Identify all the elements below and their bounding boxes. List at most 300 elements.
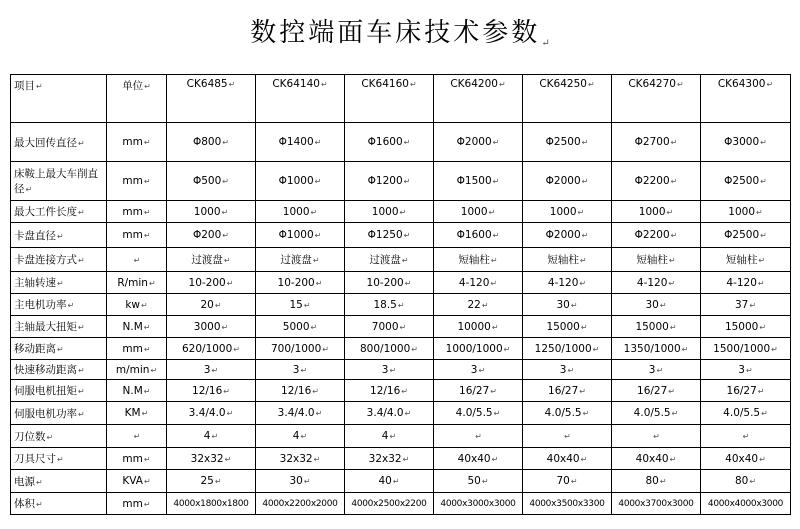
row-label: 主轴最大扭矩 — [14, 321, 77, 333]
paragraph-mark: ↵ — [488, 207, 496, 217]
paragraph-mark: ↵ — [490, 278, 498, 288]
row-unit: kw — [125, 298, 140, 311]
value-cell — [167, 201, 256, 223]
header-model-cell — [256, 75, 345, 123]
paragraph-mark: ↵ — [749, 477, 757, 486]
table-row — [11, 272, 791, 294]
cell-value: 3.4/4.0 — [277, 407, 315, 419]
paragraph-mark: ↵ — [314, 177, 322, 186]
cell-value: 1250/1000 — [534, 342, 592, 355]
value-cell — [434, 201, 523, 223]
table-row — [11, 380, 791, 402]
cell-value: 80 — [645, 475, 659, 487]
cell-value: 18.5 — [373, 298, 397, 311]
cell-value: Φ200 — [192, 229, 222, 241]
value-cell — [523, 470, 612, 493]
paragraph-mark: ↵ — [411, 344, 418, 354]
cell-value: Φ1400 — [278, 136, 314, 148]
row-label-cell — [11, 248, 107, 272]
paragraph-mark: ↵ — [399, 207, 407, 217]
cell-value: Φ2000 — [456, 136, 492, 148]
spec-table — [10, 74, 791, 515]
paragraph-mark: ↵ — [133, 255, 141, 265]
table-row — [11, 425, 791, 448]
row-label-cell — [11, 448, 107, 470]
table-row — [11, 248, 791, 272]
row-label-cell — [11, 201, 107, 223]
paragraph-mark: ↵ — [399, 322, 407, 332]
cell-value: Φ2700 — [634, 136, 670, 148]
paragraph-mark: ↵ — [222, 177, 229, 186]
value-cell — [612, 316, 701, 338]
paragraph-mark: ↵ — [140, 300, 148, 310]
cell-value: 4000x3500x3300 — [529, 498, 605, 509]
cell-value: 3.4/4.0 — [366, 407, 404, 419]
table-row — [11, 294, 791, 316]
cell-value: 1000 — [549, 205, 577, 218]
row-unit-cell — [107, 380, 167, 402]
value-cell — [256, 425, 345, 448]
table-header-row — [11, 75, 791, 123]
paragraph-mark: ↵ — [310, 322, 318, 332]
row-label: 床鞍上最大车削直径 — [14, 168, 98, 195]
cell-value: Φ1250 — [367, 229, 403, 241]
table-row — [11, 448, 791, 470]
value-cell — [345, 248, 434, 272]
value-cell — [523, 338, 612, 360]
value-cell — [612, 402, 701, 425]
value-cell — [701, 272, 791, 294]
header-model-cell — [612, 75, 701, 123]
cell-value: 4-120 — [726, 276, 757, 289]
paragraph-mark: ↵ — [222, 231, 229, 240]
row-label-cell — [11, 380, 107, 402]
paragraph-mark: ↵ — [143, 138, 151, 147]
row-label: 最大工件长度 — [14, 206, 77, 218]
paragraph-mark: ↵ — [493, 409, 501, 418]
paragraph-mark: ↵ — [221, 207, 229, 217]
cell-value: 40x40 — [635, 452, 669, 465]
cell-value: 4 — [381, 430, 389, 442]
cell-value: 3 — [470, 363, 478, 376]
paragraph-mark: ↵ — [143, 177, 151, 186]
cell-value: 16/27 — [459, 384, 490, 397]
cell-value: 40x40 — [725, 452, 759, 465]
row-unit: N.M — [122, 320, 143, 333]
row-label: 刀具尺寸 — [14, 453, 56, 465]
row-unit-cell — [107, 248, 167, 272]
cell-value: Φ1500 — [456, 175, 492, 187]
cell-value: 3000 — [193, 320, 221, 333]
value-cell — [345, 272, 434, 294]
paragraph-mark: ↵ — [582, 409, 590, 418]
paragraph-mark: ↵ — [481, 477, 489, 486]
value-cell — [701, 402, 791, 425]
cell-value: 16/27 — [726, 384, 757, 397]
value-cell — [345, 294, 434, 316]
value-cell — [167, 380, 256, 402]
cell-value: 过渡盘 — [280, 254, 312, 266]
cell-value: Φ1600 — [367, 136, 403, 148]
paragraph-mark: ↵ — [503, 344, 511, 354]
row-unit-cell — [107, 360, 167, 380]
paragraph-mark: ↵ — [57, 279, 64, 288]
cell-value: 4 — [292, 430, 300, 442]
row-unit: mm — [122, 342, 143, 355]
value-cell — [167, 402, 256, 425]
value-cell — [434, 360, 523, 380]
value-cell — [167, 338, 256, 360]
row-label-cell — [11, 123, 107, 162]
model-name: CK6485 — [186, 78, 228, 90]
value-cell — [167, 162, 256, 201]
paragraph-mark: ↵ — [314, 231, 322, 240]
paragraph-mark: ↵ — [223, 256, 231, 265]
value-cell — [701, 338, 791, 360]
row-label-cell — [11, 162, 107, 201]
paragraph-mark: ↵ — [143, 231, 151, 240]
value-cell — [523, 380, 612, 402]
row-label: 伺服电机扭矩 — [14, 385, 77, 397]
cell-value: 30 — [289, 475, 303, 487]
cell-value: 12/16 — [192, 384, 223, 397]
value-cell — [523, 493, 612, 515]
paragraph-mark: ↵ — [759, 454, 766, 464]
value-cell — [167, 448, 256, 470]
paragraph-mark: ↵ — [322, 344, 329, 354]
value-cell — [701, 493, 791, 515]
cell-value: 10-200 — [366, 276, 404, 289]
cell-value: Φ2500 — [545, 136, 581, 148]
cell-value: 短轴柱 — [547, 254, 579, 266]
value-cell — [434, 470, 523, 493]
paragraph-mark: ↵ — [671, 409, 679, 418]
paragraph-mark: ↵ — [78, 387, 85, 396]
value-cell — [612, 294, 701, 316]
value-cell — [701, 360, 791, 380]
paragraph-mark: ↵ — [211, 432, 219, 441]
paragraph-mark: ↵ — [402, 454, 410, 464]
value-cell — [167, 294, 256, 316]
row-unit-cell — [107, 448, 167, 470]
paragraph-mark: ↵ — [223, 386, 230, 396]
value-cell — [345, 162, 434, 201]
value-cell — [612, 380, 701, 402]
value-cell — [256, 248, 345, 272]
title-text: 数控端面车床技术参数 — [250, 18, 541, 48]
table-row — [11, 201, 791, 223]
cell-value: 1000/1000 — [445, 342, 503, 355]
row-unit-cell — [107, 493, 167, 515]
paragraph-mark: ↵ — [656, 365, 664, 375]
paragraph-mark: ↵ — [389, 432, 397, 441]
row-label-cell — [11, 425, 107, 448]
paragraph-mark: ↵ — [498, 80, 506, 89]
paragraph-mark: ↵ — [312, 256, 320, 265]
cell-value: 32x32 — [279, 452, 313, 465]
paragraph-mark: ↵ — [57, 345, 64, 354]
row-unit: KM — [124, 407, 141, 419]
paragraph-mark: ↵ — [143, 386, 151, 396]
value-cell — [701, 123, 791, 162]
value-cell — [256, 123, 345, 162]
paragraph-mark: ↵ — [78, 138, 85, 148]
paragraph-mark: ↵ — [570, 300, 578, 310]
paragraph-mark: ↵ — [579, 256, 587, 265]
cell-value: 3 — [559, 363, 567, 376]
row-label: 体积 — [14, 498, 35, 510]
value-cell — [523, 360, 612, 380]
value-cell — [701, 425, 791, 448]
row-label-cell — [11, 223, 107, 248]
paragraph-mark: ↵ — [150, 365, 158, 375]
cell-value: 4000x4000x3000 — [707, 498, 784, 509]
value-cell — [434, 448, 523, 470]
paragraph-mark: ↵ — [681, 344, 689, 354]
cell-value: 15000 — [546, 320, 580, 333]
value-cell — [434, 272, 523, 294]
cell-value: 4000x2200x2000 — [262, 498, 338, 509]
cell-value: 16/27 — [637, 384, 668, 397]
cell-value: 32x32 — [368, 452, 402, 465]
paragraph-mark: ↵ — [758, 256, 766, 265]
paragraph-mark: ↵ — [403, 231, 411, 240]
paragraph-mark: ↵ — [401, 386, 408, 396]
value-cell — [167, 223, 256, 248]
paragraph-mark: ↵ — [766, 80, 774, 89]
paragraph-mark: ↵ — [490, 386, 497, 396]
table-row — [11, 316, 791, 338]
value-cell — [345, 493, 434, 515]
paragraph-mark: ↵ — [760, 138, 767, 147]
header-unit-label: 单位 — [122, 80, 144, 92]
value-cell — [434, 162, 523, 201]
paragraph-mark: ↵ — [228, 80, 236, 89]
cell-value: 10-200 — [188, 276, 226, 289]
paragraph-mark: ↵ — [389, 365, 397, 375]
cell-value: 3 — [292, 363, 300, 376]
cell-value: 1000 — [193, 205, 221, 218]
cell-value: 22 — [467, 298, 481, 311]
row-label: 伺服电机功率 — [14, 407, 77, 420]
paragraph-mark: ↵ — [668, 386, 675, 396]
row-unit-cell — [107, 470, 167, 493]
cell-value: 4.0/5.5 — [544, 407, 582, 419]
cell-value: 1000 — [638, 205, 666, 218]
row-label: 卡盘直径 — [14, 229, 56, 242]
row-label-cell — [11, 338, 107, 360]
row-label: 快速移动距离 — [14, 364, 77, 376]
paragraph-mark: ↵ — [403, 177, 411, 186]
paragraph-mark: ↵ — [57, 455, 64, 464]
row-label-cell — [11, 470, 107, 493]
value-cell — [523, 123, 612, 162]
paragraph-mark: ↵ — [314, 138, 322, 147]
paragraph-mark: ↵ — [492, 177, 500, 186]
paragraph-mark: ↵ — [315, 409, 323, 418]
paragraph-mark: ↵ — [78, 409, 85, 419]
row-unit: mm — [122, 452, 143, 465]
cell-value: Φ1000 — [278, 175, 314, 187]
cell-value: Φ2200 — [634, 175, 670, 187]
header-model-cell — [434, 75, 523, 123]
cell-value: Φ1000 — [278, 229, 314, 241]
model-name: CK64200 — [450, 78, 498, 90]
paragraph-mark: ↵ — [25, 185, 33, 194]
paragraph-mark: ↵ — [67, 301, 75, 310]
value-cell — [434, 493, 523, 515]
value-cell — [612, 248, 701, 272]
value-cell — [434, 402, 523, 425]
row-unit-cell — [107, 338, 167, 360]
cell-value: Φ1600 — [456, 229, 492, 241]
cell-value: 7000 — [371, 320, 399, 333]
row-unit: mm — [122, 205, 143, 218]
value-cell — [345, 402, 434, 425]
value-cell — [523, 316, 612, 338]
cell-value: 16/27 — [548, 384, 579, 397]
paragraph-mark: ↵ — [312, 386, 319, 396]
value-cell — [612, 223, 701, 248]
value-cell — [434, 223, 523, 248]
header-model-cell — [523, 75, 612, 123]
paragraph-mark: ↵ — [303, 477, 311, 486]
paragraph-mark: ↵ — [757, 278, 765, 288]
paragraph-mark: ↵ — [57, 231, 64, 241]
cell-value: 1000 — [728, 205, 756, 218]
cell-value: 3.4/4.0 — [188, 407, 226, 419]
cell-value: 1000 — [282, 205, 310, 218]
paragraph-mark: ↵ — [492, 138, 500, 147]
value-cell — [612, 123, 701, 162]
paragraph-mark: ↵ — [491, 454, 499, 464]
row-unit: mm — [122, 497, 143, 510]
value-cell — [256, 470, 345, 493]
cell-value: 15000 — [724, 320, 759, 333]
paragraph-mark: ↵ — [587, 80, 595, 89]
paragraph-mark: ↵ — [579, 386, 586, 396]
row-label-cell — [11, 493, 107, 515]
row-unit: mm — [122, 136, 143, 148]
row-unit: R/min — [117, 276, 148, 289]
cell-value: 37 — [734, 298, 749, 311]
cell-value: 50 — [467, 475, 481, 487]
paragraph-mark: ↵ — [669, 454, 677, 464]
cell-value: 70 — [556, 475, 570, 487]
row-unit-cell — [107, 123, 167, 162]
paragraph-mark: ↵ — [492, 231, 500, 240]
value-cell — [434, 338, 523, 360]
paragraph-mark: ↵ — [771, 344, 778, 354]
paragraph-mark: ↵ — [300, 365, 308, 375]
cell-value: 700/1000 — [270, 342, 322, 355]
paragraph-mark: ↵ — [221, 322, 229, 332]
row-label: 刀位数 — [14, 430, 46, 443]
paragraph-mark: ↵ — [670, 177, 678, 186]
value-cell — [345, 201, 434, 223]
cell-value: 3 — [648, 363, 656, 376]
cell-value: 25 — [200, 475, 214, 487]
paragraph-mark: ↵ — [760, 177, 767, 186]
cell-value: 3 — [203, 363, 211, 376]
value-cell — [523, 201, 612, 223]
row-label-cell — [11, 294, 107, 316]
paragraph-mark: ↵ — [749, 300, 757, 310]
cell-value: 12/16 — [281, 384, 312, 397]
paragraph-mark: ↵ — [401, 256, 409, 265]
paragraph-mark: ↵ — [36, 500, 43, 509]
cell-value: 4000x3000x3000 — [440, 498, 516, 509]
paragraph-mark: ↵ — [567, 365, 575, 375]
row-unit-cell — [107, 201, 167, 223]
cell-value: Φ800 — [192, 136, 222, 148]
value-cell — [434, 294, 523, 316]
header-item-label: 项目 — [14, 80, 35, 92]
value-cell — [434, 380, 523, 402]
value-cell — [345, 223, 434, 248]
paragraph-mark: ↵ — [659, 477, 667, 486]
header-model-cell — [167, 75, 256, 123]
value-cell — [256, 316, 345, 338]
paragraph-mark: ↵ — [653, 432, 660, 441]
paragraph-mark: ↵ — [581, 231, 589, 240]
paragraph-mark: ↵ — [226, 278, 234, 288]
value-cell — [167, 425, 256, 448]
row-unit-cell — [107, 402, 167, 425]
row-unit-cell — [107, 162, 167, 201]
value-cell — [256, 448, 345, 470]
row-label-cell — [11, 272, 107, 294]
cell-value: 4000x1800x1800 — [173, 498, 249, 509]
paragraph-mark: ↵ — [148, 278, 156, 288]
cell-value: 30 — [556, 298, 570, 311]
paragraph-mark: ↵ — [761, 409, 768, 418]
cell-value: 4000x3700x3000 — [618, 498, 694, 509]
model-name: CK64270 — [628, 78, 676, 90]
paragraph-mark: ↵ — [315, 278, 323, 288]
cell-value: 10-200 — [277, 276, 315, 289]
cell-value: 32x32 — [190, 452, 224, 465]
page-title — [0, 12, 800, 49]
row-label-cell — [11, 402, 107, 425]
cell-value: Φ2200 — [634, 229, 670, 241]
paragraph-mark: ↵ — [580, 454, 588, 464]
value-cell — [434, 248, 523, 272]
value-cell — [345, 360, 434, 380]
paragraph-mark: ↵ — [475, 432, 482, 441]
value-cell — [612, 272, 701, 294]
row-unit: m/min — [115, 363, 150, 376]
cell-value: 620/1000 — [181, 342, 233, 355]
paragraph-mark: ↵ — [233, 344, 240, 354]
value-cell — [701, 470, 791, 493]
cell-value: Φ2000 — [545, 175, 581, 187]
value-cell — [345, 448, 434, 470]
paragraph-mark: ↵ — [397, 300, 405, 310]
row-label-cell — [11, 316, 107, 338]
row-unit-cell — [107, 223, 167, 248]
header-item-cell — [11, 75, 107, 123]
paragraph-mark: ↵ — [211, 365, 219, 375]
row-label: 移动距离 — [14, 343, 56, 355]
value-cell — [523, 162, 612, 201]
paragraph-mark: ↵ — [300, 432, 308, 441]
paragraph-mark: ↵ — [46, 432, 54, 442]
paragraph-mark: ↵ — [310, 207, 318, 217]
cell-value: 短轴柱 — [725, 254, 758, 266]
value-cell — [612, 360, 701, 380]
row-unit: mm — [122, 229, 143, 241]
